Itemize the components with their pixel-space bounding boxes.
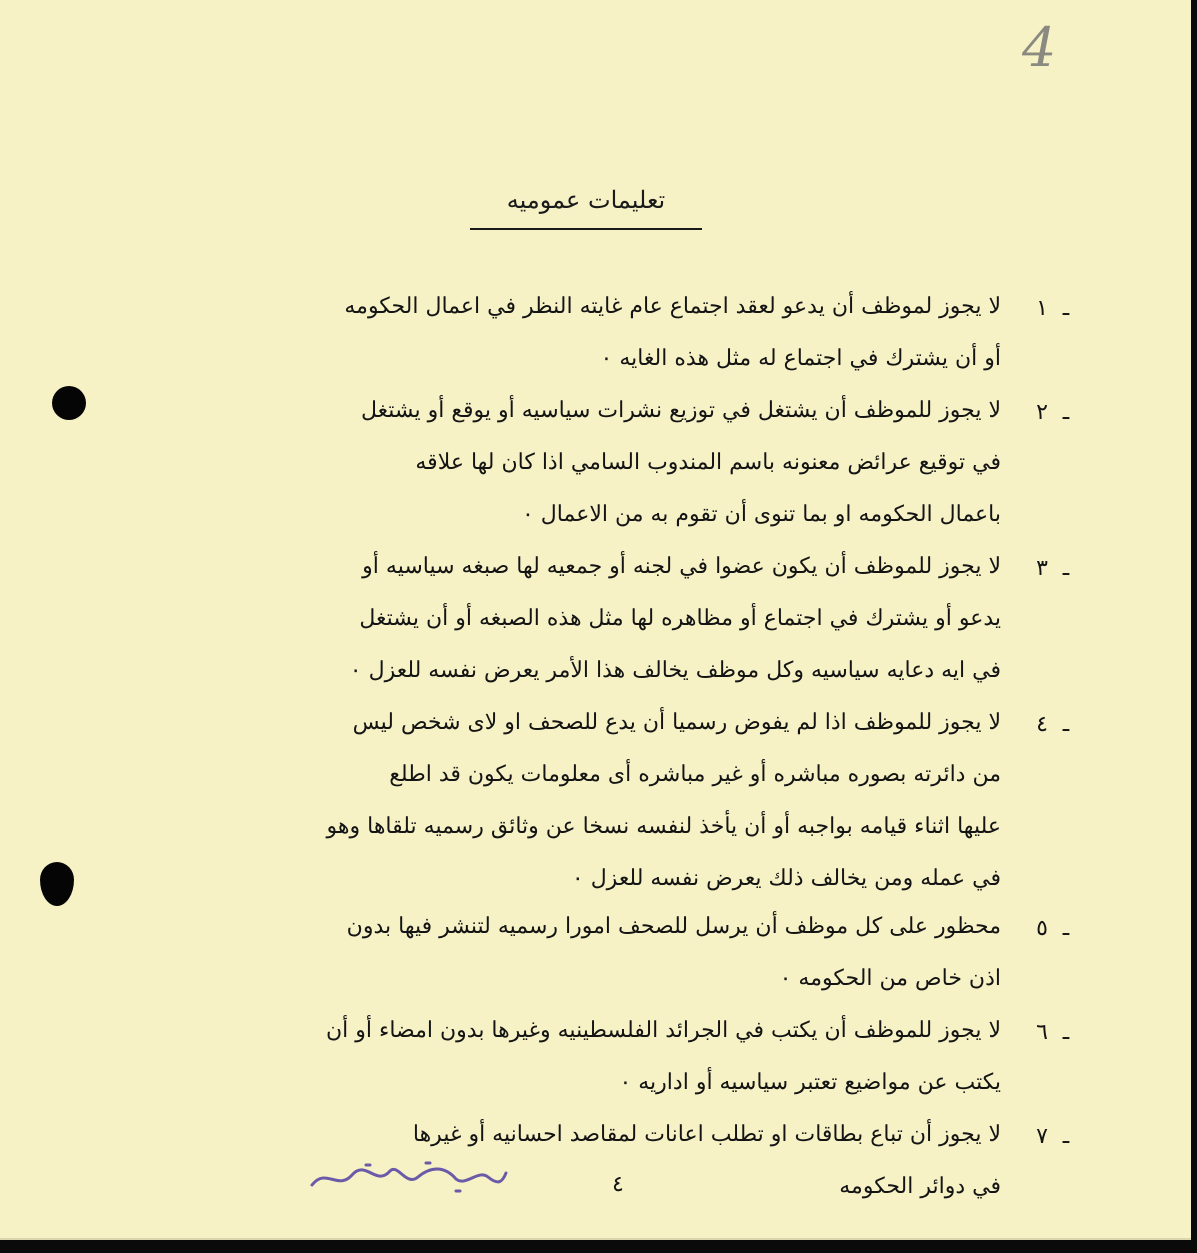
instruction-3-line-1: لا يجوز للموظف أن يكون عضوا في لجنه أو جمعيه لها صبغه سياسيه أو — [362, 554, 1001, 579]
instruction-6-number: ـ٦ — [1036, 1020, 1070, 1045]
instruction-4-line-3: عليها اثناء قيامه بواجبه أو أن يأخذ لنفسه نسخا عن وثائق رسميه تلقاها وهو — [326, 814, 1001, 839]
instruction-2-line-1: لا يجوز للموظف أن يشتغل في توزيع نشرات سياسيه أو يوقع أو يشتغل — [360, 398, 1001, 423]
instruction-4-line-1: لا يجوز للموظف اذا لم يفوض رسميا أن يدع للصحف او لاى شخص ليس — [352, 710, 1001, 735]
instruction-1-line-1: لا يجوز لموظف أن يدعو لعقد اجتماع عام غايته النظر في اعمال الحكومه — [344, 294, 1001, 319]
handwritten-signature — [306, 1157, 510, 1197]
punch-hole-lower-icon — [40, 862, 74, 906]
instruction-3-line-2: يدعو أو يشترك في اجتماع أو مظاهره لها مثل هذه الصبغه أو أن يشتغل — [359, 606, 1001, 631]
instruction-4-number: ـ٤ — [1036, 712, 1070, 737]
instruction-5-line-1: محظور على كل موظف أن يرسل للصحف امورا رسميه لتنشر فيها بدون — [346, 914, 1001, 939]
instruction-1-line-2: أو أن يشترك في اجتماع له مثل هذه الغايه ٠ — [600, 346, 1001, 371]
instruction-6-line-2: يكتب عن مواضيع تعتبر سياسيه أو اداريه ٠ — [619, 1070, 1001, 1095]
instruction-2-number: ـ٢ — [1036, 400, 1070, 425]
instruction-4-line-2: من دائرته بصوره مباشره أو غير مباشره أى معلومات يكون قد اطلع — [389, 762, 1001, 787]
instruction-7-line-2: في دوائر الحكومه — [839, 1174, 1001, 1199]
instruction-5-line-2: اذن خاص من الحكومه ٠ — [779, 966, 1001, 991]
instruction-1-number: ـ١ — [1036, 296, 1070, 321]
handwritten-page-number: 4 — [1022, 16, 1057, 79]
punch-hole-upper-icon — [52, 386, 86, 420]
instruction-3-number: ـ٣ — [1036, 556, 1070, 581]
instruction-2-line-3: باعمال الحكومه او بما تنوى أن تقوم به من الاعمال ٠ — [521, 502, 1001, 527]
instruction-4-line-4: في عمله ومن يخالف ذلك يعرض نفسه للعزل ٠ — [571, 866, 1001, 891]
bottom-edge — [0, 1238, 1191, 1240]
footer-page-number: ٤ — [612, 1172, 624, 1197]
instruction-6-line-1: لا يجوز للموظف أن يكتب في الجرائد الفلسطينيه وغيرها بدون امضاء أو أن — [325, 1018, 1001, 1043]
instruction-3-line-3: في ايه دعايه سياسيه وكل موظف يخالف هذا الأمر يعرض نفسه للعزل ٠ — [349, 658, 1001, 683]
document-title: تعليمات عموميه — [470, 186, 702, 230]
instruction-7-line-1: لا يجوز أن تباع بطاقات او تطلب اعانات لمقاصد احسانيه أو غيرها — [412, 1122, 1001, 1147]
instruction-7-number: ـ٧ — [1036, 1124, 1070, 1149]
instruction-5-number: ـ٥ — [1036, 916, 1070, 941]
instruction-2-line-2: في توقيع عرائض معنونه باسم المندوب السامي اذا كان لها علاقه — [415, 450, 1001, 475]
